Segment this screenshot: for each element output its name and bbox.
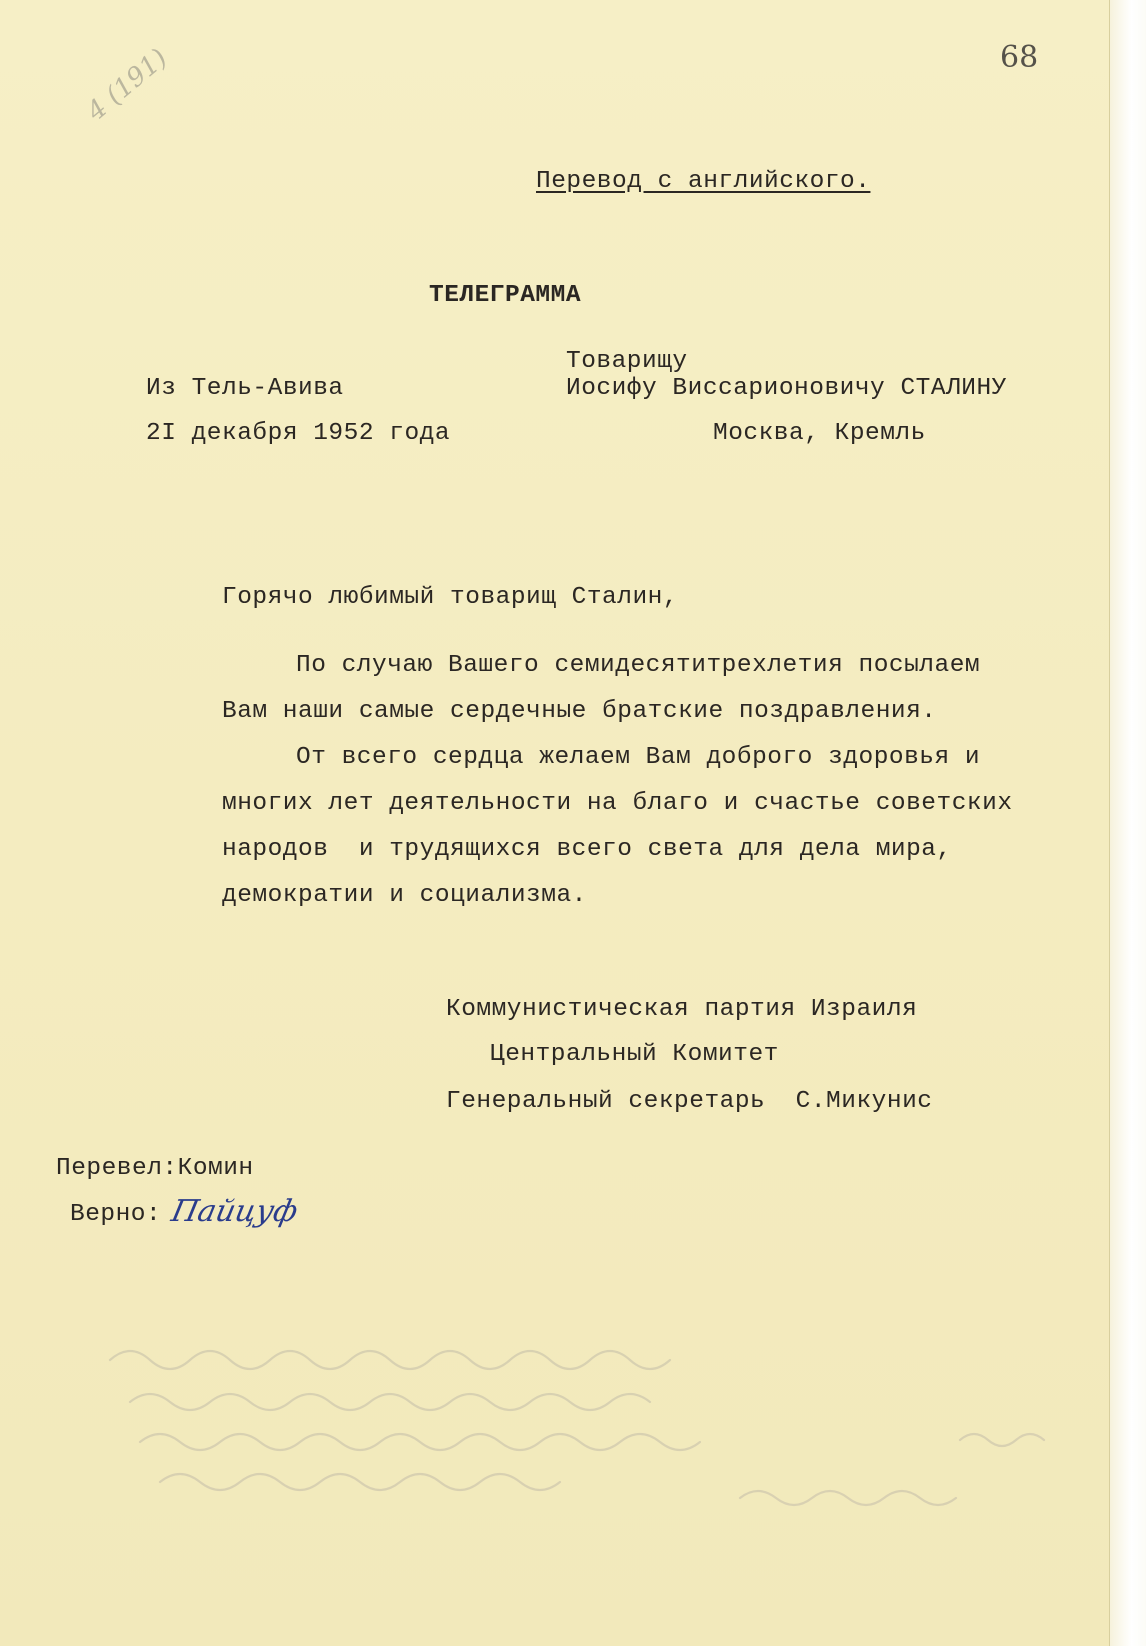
archive-corner-note: 4 (191) — [81, 43, 174, 127]
origin-city: Из Тель-Авива — [146, 375, 344, 402]
letter-line: многих лет деятельности на благо и счастье советских — [222, 790, 1013, 817]
letter-line: Вам наши самые сердечные братские поздравления. — [222, 698, 937, 725]
letter-line: народов и трудящихся всего света для дела мира, — [222, 836, 952, 863]
recipient-address: Москва, Кремль — [713, 420, 926, 447]
signature-organization: Коммунистическая партия Израиля — [446, 996, 918, 1023]
signature-secretary: Генеральный секретарь С.Микунис — [446, 1088, 933, 1115]
scan-margin — [1109, 0, 1146, 1646]
recipient-name: Иосифу Виссарионовичу СТАЛИНУ — [566, 375, 1007, 402]
letter-line: По случаю Вашего семидесятитрехлетия посылаем — [296, 652, 981, 679]
letter-line: демократии и социализма. — [222, 882, 587, 909]
verified-label: Верно: — [70, 1201, 162, 1228]
recipient-salutation: Товарищу — [566, 348, 688, 375]
bleed-through-handwriting — [100, 1330, 1100, 1520]
letter-line: От всего сердца желаем Вам доброго здоровья и — [296, 744, 981, 771]
letter-greeting: Горячо любимый товарищ Сталин, — [222, 584, 679, 611]
signature-committee: Центральный Комитет — [490, 1041, 779, 1068]
verifier-signature: Пайцуф — [168, 1194, 301, 1229]
document-type-title: ТЕЛЕГРАММА — [429, 282, 582, 309]
translated-by: Перевел:Комин — [56, 1155, 254, 1182]
translation-note: Перевод с английского. — [536, 168, 871, 195]
archive-page-number: 68 — [1000, 40, 1039, 75]
telegram-date: 2I декабря 1952 года — [146, 420, 451, 447]
